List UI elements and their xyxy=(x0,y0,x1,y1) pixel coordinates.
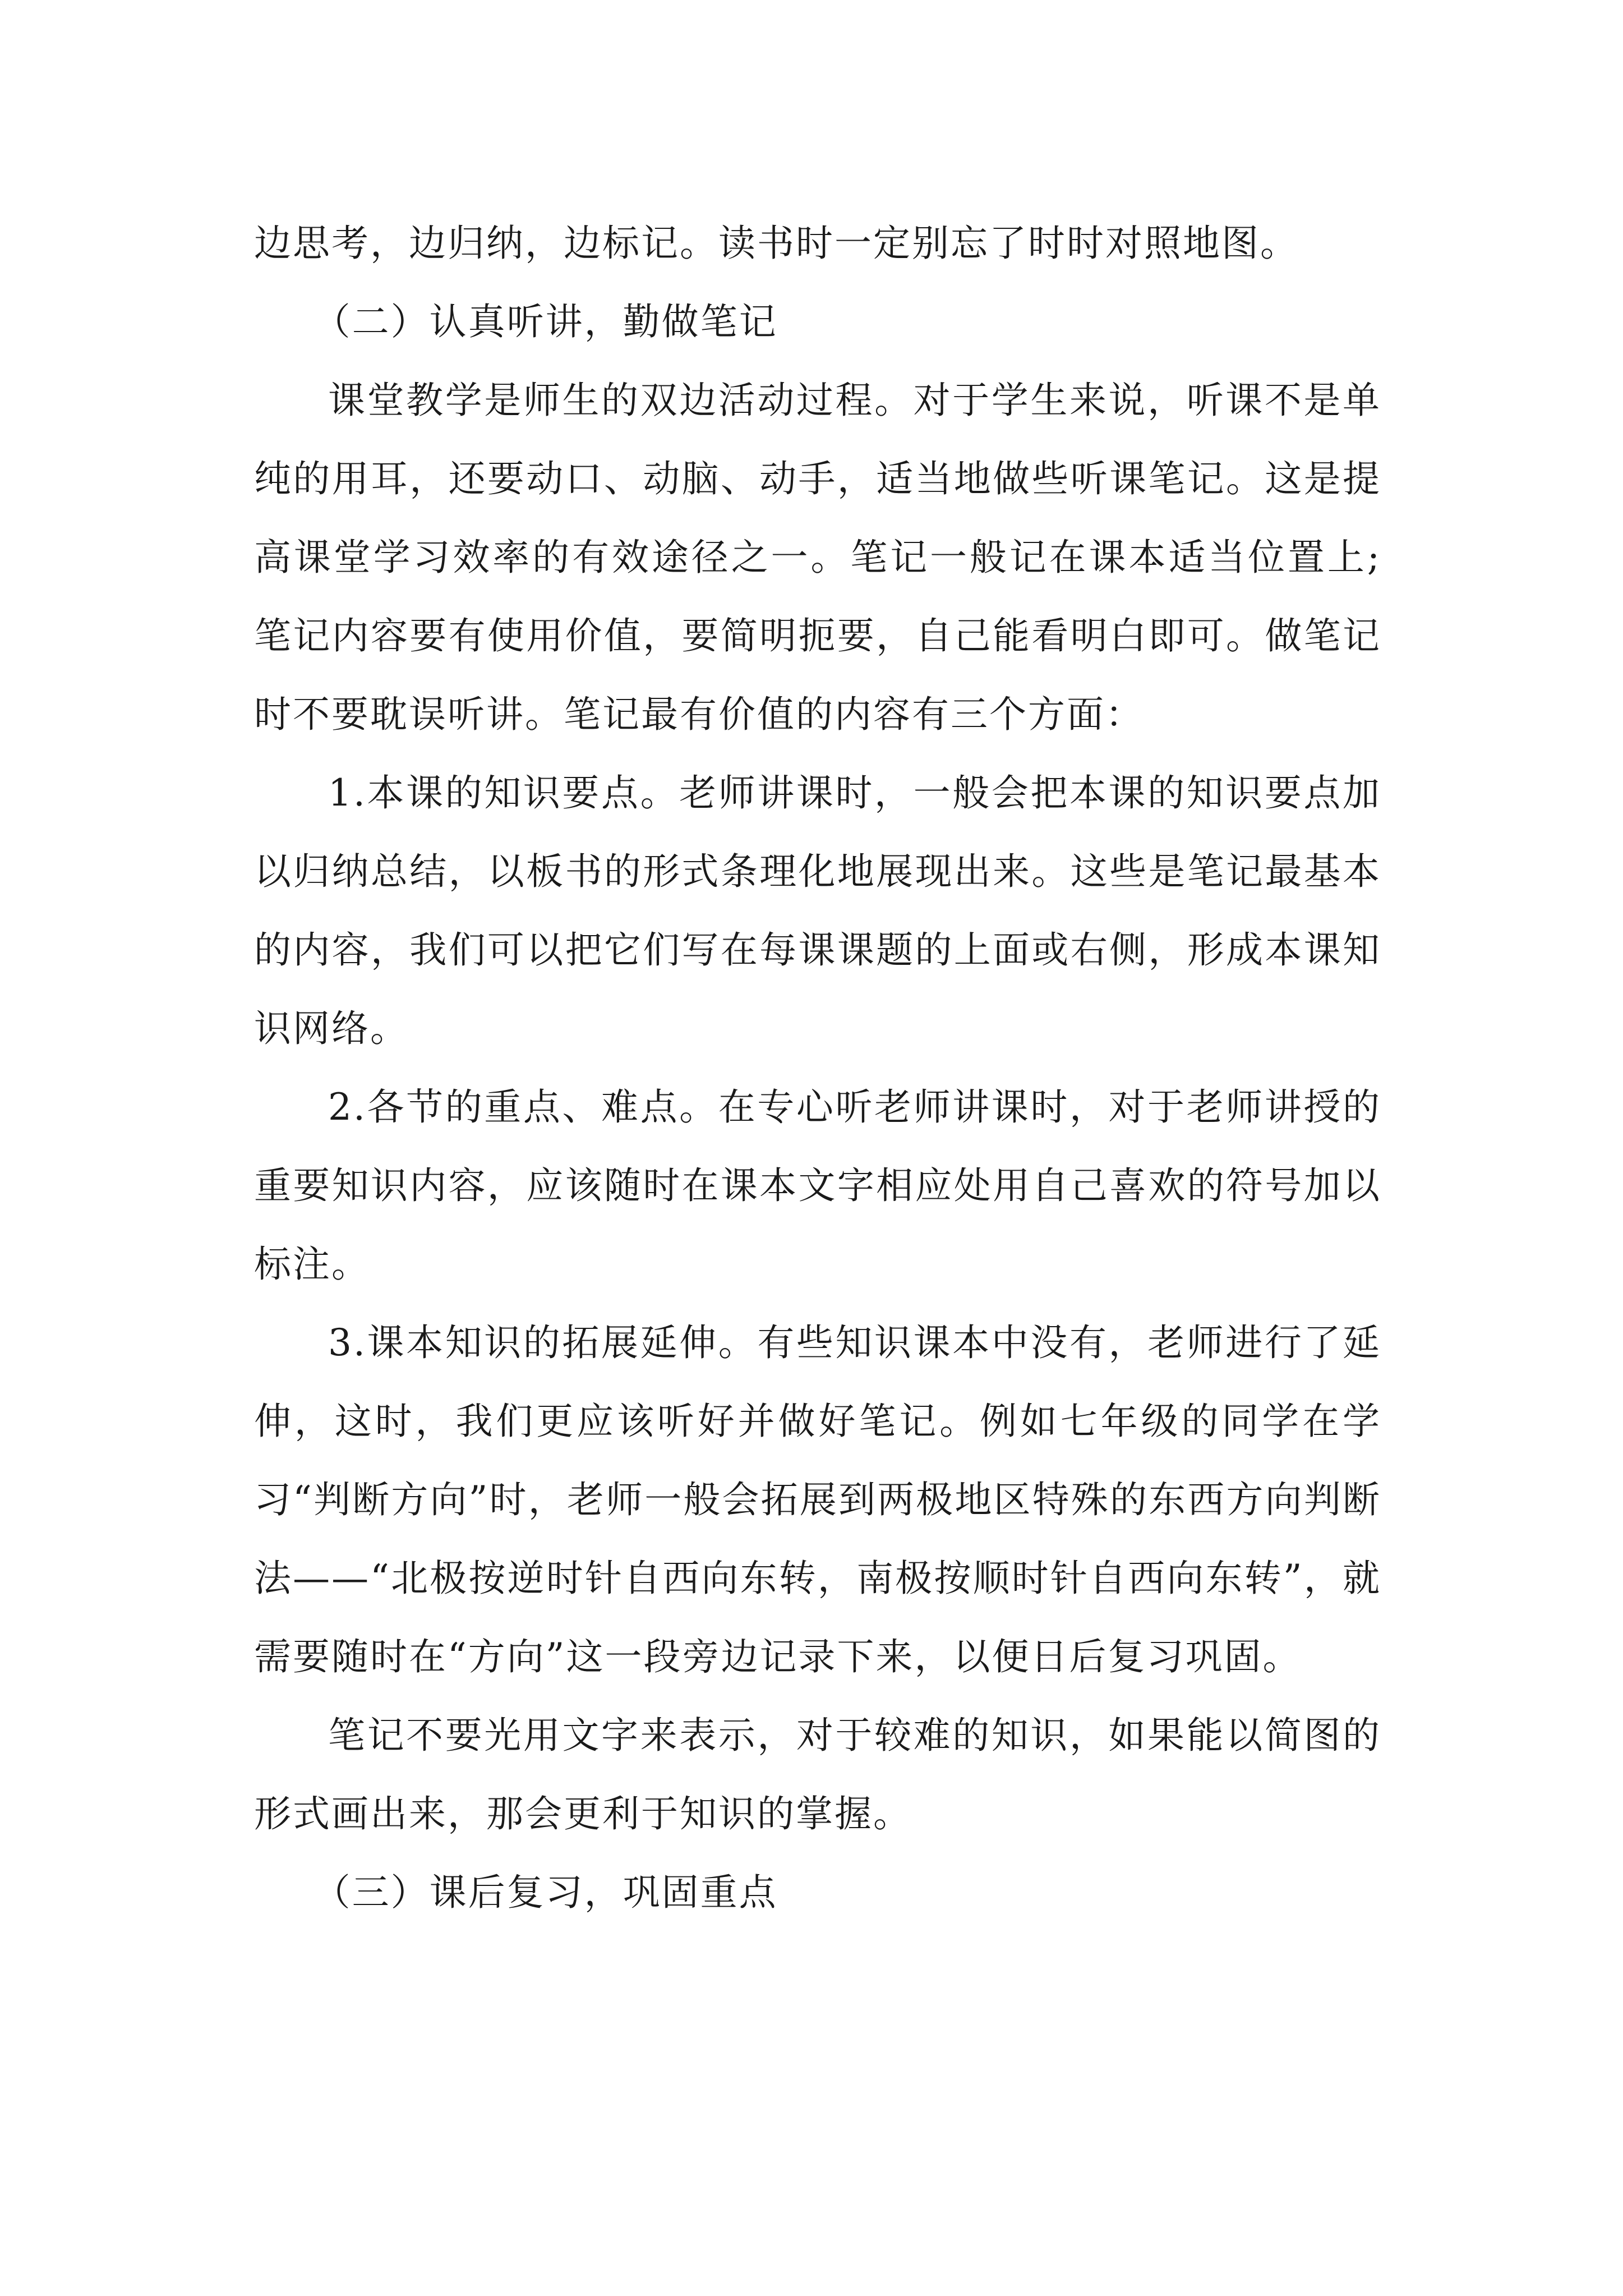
paragraph-continuation: 边思考，边归纳，边标记。读书时一定别忘了时时对照地图。 xyxy=(254,222,1299,265)
section-heading-3: （三）课后复习，巩固重点 xyxy=(313,1871,778,1914)
paragraph-diagram-notes: 笔记不要光用文字来表示，对于较难的知识，如果能以简图的形式画出来，那会更利于知识的掌握。 xyxy=(254,1714,1381,1835)
list-item-1: 1.本课的知识要点。老师讲课时，一般会把本课的知识要点加以归纳总结，以板书的形式条理化地展现出来。这些是笔记最基本的内容，我们可以把它们写在每课课题的上面或右侧，形成本课知识网络。 xyxy=(254,771,1381,1050)
section-heading-2: （二）认真听讲，勤做笔记 xyxy=(313,300,778,343)
document-body xyxy=(254,204,1381,1932)
list-item-3: 3.课本知识的拓展延伸。有些知识课本中没有，老师进行了延伸，这时，我们更应该听好并做好笔记。例如七年级的同学在学习“判断方向”时，老师一般会拓展到两极地区特殊的东西方向判断法——“北极按逆时针自西向东转，南极按顺时针自西向东转”，就需要随时在“方向”这一段旁边记录下来，以便日后复习巩固。 xyxy=(254,1321,1381,1678)
paragraph-classroom-notes: 课堂教学是师生的双边活动过程。对于学生来说，听课不是单纯的用耳，还要动口、动脑、动手，适当地做些听课笔记。这是提高课堂学习效率的有效途径之一。笔记一般记在课本适当位置上;笔记内容要有使用价值，要简明扼要，自己能看明白即可。做笔记时不要耽误听讲。笔记最有价值的内容有三个方面： xyxy=(254,379,1381,736)
list-item-2: 2.各节的重点、难点。在专心听老师讲课时，对于老师讲授的重要知识内容，应该随时在课本文字相应处用自己喜欢的符号加以标注。 xyxy=(254,1085,1381,1286)
